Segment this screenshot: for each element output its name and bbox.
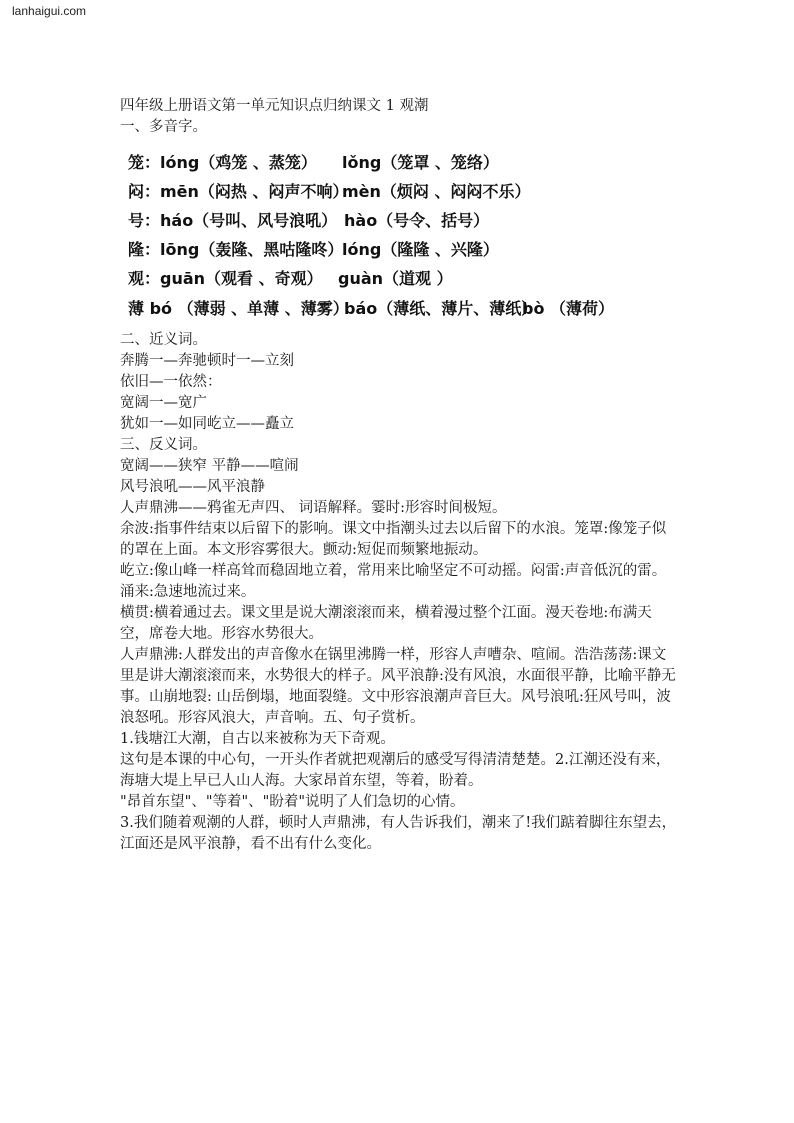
polyphone-reading-2: guàn（道观 ） (338, 269, 453, 288)
polyphone-reading-1: 笼：lóng（鸡笼 、蒸笼） (128, 153, 317, 172)
synonym-line: 依旧—一依然： (120, 374, 222, 390)
antonym-line: 宽阔——狭窄 平静——喧闹 (120, 458, 299, 474)
paragraph: 屹立:像山峰一样高耸而稳固地立着，常用来比喻坚定不可动摇。闷雷:声音低沉的雷。涌来:急速地流过来。 (120, 563, 667, 600)
polyphone-image (124, 146, 680, 328)
polyphone-reading-2: mèn（烦闷 、闷闷不乐） (342, 182, 531, 201)
document-title: 四年级上册语文第一单元知识点归纳课文 1 观潮 (120, 98, 429, 114)
synonym-line: 宽阔一—宽广 (120, 395, 207, 411)
section-synonyms-heading: 二、近义词。 (120, 332, 207, 348)
paragraph: 横贯:横着通过去。课文里是说大潮滚滚而来，横着漫过整个江面。漫天卷地:布满天空，席卷大地。形容水势很大。 (120, 605, 652, 642)
section-antonyms-heading: 三、反义词。 (120, 437, 207, 453)
polyphone-reading-2: lóng（隆隆 、兴隆） (342, 240, 499, 259)
paragraph: 人声鼎沸——鸦雀无声四、 词语解释。霎时:形容时间极短。 (120, 500, 507, 516)
polyphone-reading-1: 闷：mēn（闷热 、闷声不响） (128, 182, 349, 201)
polyphone-reading-2: báo（薄纸、薄片、薄纸） (344, 299, 538, 318)
synonym-line: 犹如一—如同屹立——矗立 (120, 416, 294, 432)
polyphone-reading-1: 观：guān（观看 、奇观） (128, 269, 323, 288)
synonym-line: 奔腾一—奔驰顿时一—立刻 (120, 353, 294, 369)
polyphone-reading-2: hào（号令、括号） (344, 211, 490, 230)
paragraph: 人声鼎沸:人群发出的声音像水在锅里沸腾一样，形容人声嘈杂、喧闹。浩浩荡荡:课文里是讲大潮滚滚而来，水势很大的样子。风平浪静:没有风浪，水面很平静，比喻平静无事。山崩地裂: 山岳倒塌，地面裂缝。文中形容浪潮声音巨大。风号浪吼:狂风号叫，波浪怒吼。形容风浪大，声音响。五、句子赏析。 (120, 647, 676, 726)
polyphone-reading-2: lǒng（笼罩 、笼络） (342, 153, 499, 172)
polyphone-row (128, 298, 615, 319)
cropped-text-fragment (124, 138, 244, 146)
paragraph: 1.钱塘江大潮，自古以来被称为天下奇观。 (120, 731, 395, 747)
polyphone-reading-1: 号：háo（号叫、风号浪吼） (128, 211, 338, 230)
document-body (120, 96, 680, 855)
polyphone-reading-1: 隆：lōng（轰隆、黑咕隆咚） (128, 240, 344, 259)
polyphone-row (128, 268, 453, 289)
polyphone-row (128, 181, 531, 202)
paragraph: 余波:指事件结束以后留下的影响。课文中指潮头过去以后留下的水浪。笼罩:像笼子似的罩在上面。本文形容雾很大。颤动:短促而频繁地振动。 (120, 521, 667, 558)
section-polyphones-heading: 一、多音字。 (120, 119, 207, 135)
paragraph: 3.我们随着观潮的人群，顿时人声鼎沸，有人告诉我们，潮来了!我们踮着脚往东望去，江面还是风平浪静，看不出有什么变化。 (120, 815, 677, 852)
paragraph: "昂首东望"、"等着"、"盼着"说明了人们急切的心情。 (120, 794, 465, 810)
polyphone-row (128, 239, 499, 260)
polyphone-reading-3: bò （薄荷） (522, 299, 615, 318)
polyphone-reading-1: 薄 bó （薄弱 、单薄 、薄雾） (128, 299, 349, 318)
polyphone-row (128, 210, 490, 231)
polyphone-row (128, 152, 499, 173)
site-watermark: lanhaigui.com (12, 4, 87, 18)
paragraph: 这句是本课的中心句，一开头作者就把观潮后的感受写得清清楚楚。2.江潮还没有来，海塘大堤上早已人山人海。大家昂首东望，等着，盼着。 (120, 752, 671, 789)
antonym-line: 风号浪吼——风平浪静 (120, 479, 265, 495)
